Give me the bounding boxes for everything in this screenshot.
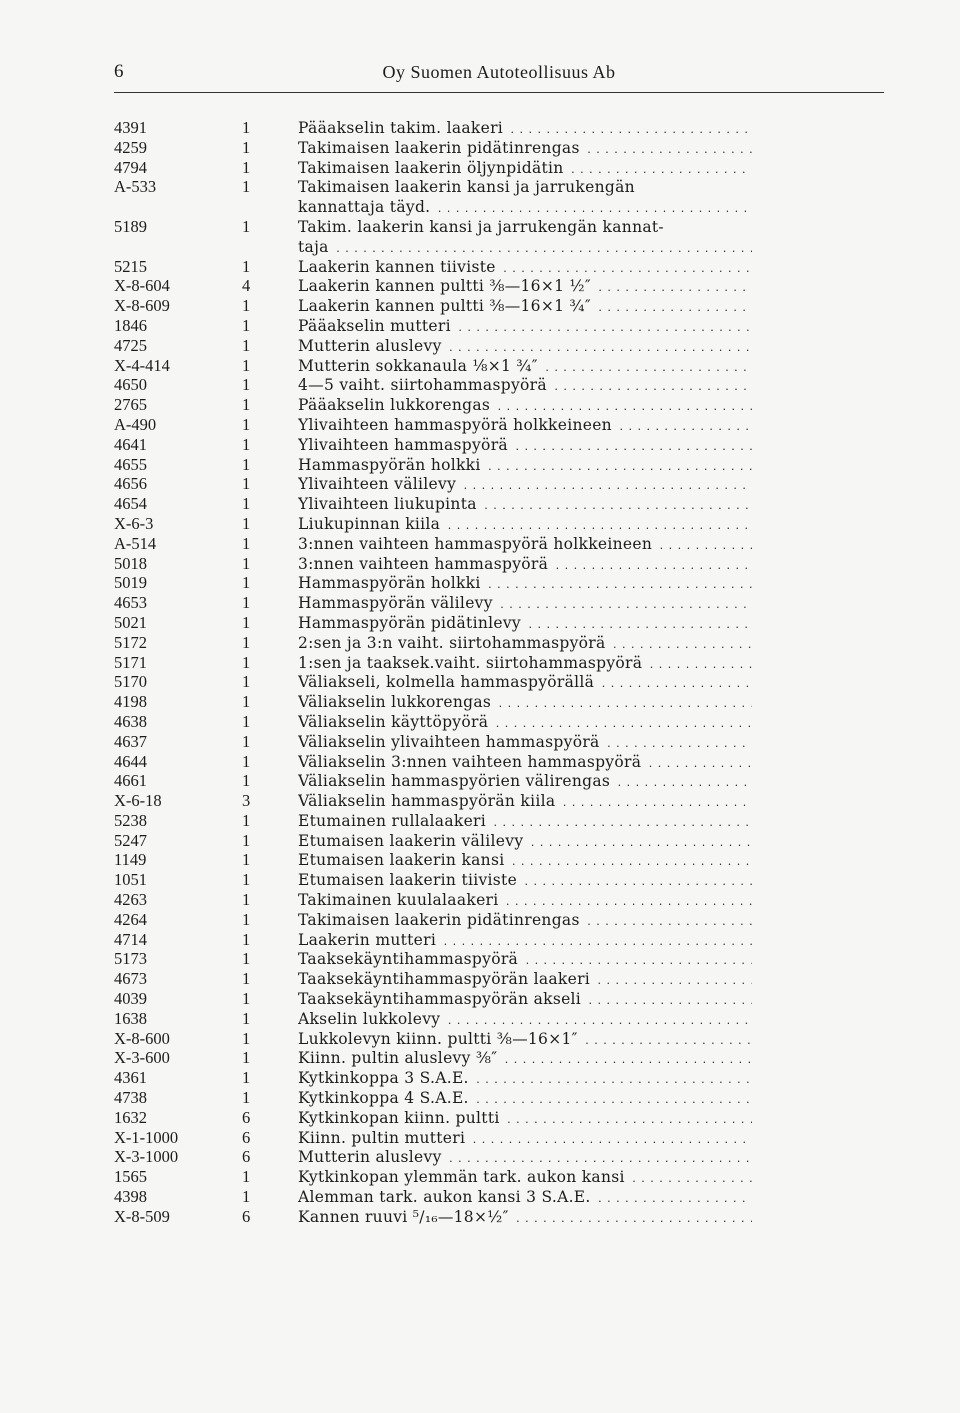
- part-description: [298, 653, 752, 675]
- part-quantity: 1: [242, 672, 251, 692]
- part-description-text: Hammaspyörän pidätinlevy: [298, 614, 524, 632]
- part-quantity: 1: [242, 137, 251, 157]
- part-quantity: 1: [242, 335, 251, 355]
- part-description: [298, 177, 752, 217]
- part-description-text: Mutterin aluslevy: [298, 337, 445, 355]
- part-quantity: 1: [242, 315, 251, 335]
- part-description-text: Etumainen rullalaakeri: [298, 812, 489, 830]
- part-quantity: 1: [242, 296, 251, 316]
- part-description-text: Kytkinkoppa 3 S.A.E.: [298, 1069, 472, 1087]
- part-description-text: 2:sen ja 3:n vaiht. siirtohammaspyörä: [298, 634, 609, 652]
- part-description: [298, 554, 752, 576]
- part-description-text: Ylivaihteen liukupinta: [298, 495, 480, 513]
- part-quantity: 1: [242, 375, 251, 395]
- part-quantity: 1: [242, 1167, 251, 1187]
- part-description: [298, 1128, 752, 1150]
- part-description-continuation: [298, 237, 752, 257]
- part-description: [298, 910, 752, 932]
- part-number: 5215: [114, 256, 147, 276]
- page-number: 6: [114, 61, 124, 82]
- part-row: [0, 850, 960, 870]
- part-description-text: Hammaspyörän holkki: [298, 456, 484, 474]
- part-row: [0, 633, 960, 653]
- part-number: 5189: [114, 216, 147, 236]
- part-description: [298, 474, 752, 496]
- part-quantity: 1: [242, 395, 251, 415]
- part-description-text: Taaksekäyntihammaspyörä: [298, 950, 521, 968]
- part-number: 4673: [114, 969, 147, 989]
- part-description: [298, 1088, 752, 1110]
- part-description-text: 1:sen ja taaksek.vaiht. siirtohammaspyörä: [298, 654, 645, 672]
- part-row: [0, 435, 960, 455]
- part-quantity: 1: [242, 157, 251, 177]
- part-row: [0, 296, 960, 316]
- part-row: [0, 771, 960, 791]
- part-quantity: 1: [242, 731, 251, 751]
- part-row: [0, 1128, 960, 1148]
- part-quantity: 6: [242, 1147, 251, 1167]
- part-description: [298, 1207, 752, 1229]
- part-quantity: 1: [242, 216, 251, 236]
- part-number: 4714: [114, 929, 147, 949]
- part-row: [0, 158, 960, 178]
- part-number: 2765: [114, 395, 147, 415]
- part-row: [0, 494, 960, 514]
- part-number: 5170: [114, 672, 147, 692]
- part-description: [298, 356, 752, 378]
- part-quantity: 1: [242, 434, 251, 454]
- part-description-text: Etumaisen laakerin kansi: [298, 851, 507, 869]
- part-quantity: 1: [242, 593, 251, 613]
- part-description-text: Takimaisen laakerin pidätinrengas: [298, 911, 583, 929]
- page-header: [114, 58, 884, 93]
- part-description-text: 3:nnen vaihteen hammaspyörä: [298, 555, 551, 573]
- part-quantity: 1: [242, 652, 251, 672]
- part-number: X-3-600: [114, 1048, 170, 1068]
- part-description-text: Väliakselin käyttöpyörä: [298, 713, 491, 731]
- part-description-text: Taaksekäyntihammaspyörän laakeri: [298, 970, 593, 988]
- part-description: [298, 593, 752, 615]
- part-row: [0, 890, 960, 910]
- part-description: [298, 217, 752, 257]
- part-number: 5171: [114, 652, 147, 672]
- part-quantity: 1: [242, 810, 251, 830]
- part-description: [298, 989, 752, 1011]
- part-row: [0, 1167, 960, 1187]
- part-row: [0, 118, 960, 138]
- part-description-text: Kytkinkopan ylemmän tark. aukon kansi: [298, 1168, 628, 1186]
- part-quantity: 1: [242, 850, 251, 870]
- part-row: [0, 1108, 960, 1128]
- part-number: X-6-18: [114, 791, 162, 811]
- part-row: [0, 534, 960, 554]
- part-row: [0, 672, 960, 692]
- part-row: [0, 138, 960, 158]
- part-number: 1846: [114, 315, 147, 335]
- part-description-text: Alemman tark. aukon kansi 3 S.A.E.: [298, 1188, 594, 1206]
- part-description: [298, 158, 752, 180]
- part-number: 1149: [114, 850, 147, 870]
- part-row: [0, 1068, 960, 1088]
- part-description: [298, 712, 752, 734]
- part-quantity: 1: [242, 1187, 251, 1207]
- part-number: 4398: [114, 1187, 147, 1207]
- part-number: 4259: [114, 137, 147, 157]
- part-description: [298, 276, 752, 298]
- part-number: 5247: [114, 830, 147, 850]
- part-description: [298, 613, 752, 635]
- part-quantity: 1: [242, 989, 251, 1009]
- part-row: [0, 930, 960, 950]
- part-row: [0, 415, 960, 435]
- part-description-continuation-text: kannattaja täyd.: [298, 198, 433, 216]
- part-description: [298, 415, 752, 437]
- part-row: [0, 514, 960, 534]
- part-quantity: 1: [242, 256, 251, 276]
- part-description: [298, 514, 752, 536]
- part-row: [0, 1187, 960, 1207]
- part-description-text: Etumaisen laakerin välilevy: [298, 832, 526, 850]
- part-description: [298, 118, 752, 140]
- part-row: [0, 474, 960, 494]
- part-description: [298, 890, 752, 912]
- part-description-text: Kytkinkopan kiinn. pultti: [298, 1109, 503, 1127]
- part-row: [0, 455, 960, 475]
- part-number: 5238: [114, 810, 147, 830]
- part-quantity: 6: [242, 1107, 251, 1127]
- part-description-text: Takimaisen laakerin öljynpidätin: [298, 159, 567, 177]
- part-row: [0, 1009, 960, 1029]
- part-description-text: 4—5 vaiht. siirtohammaspyörä: [298, 376, 550, 394]
- part-number: 1565: [114, 1167, 147, 1187]
- part-row: [0, 752, 960, 772]
- part-row: [0, 949, 960, 969]
- part-row: [0, 395, 960, 415]
- part-description: [298, 573, 752, 595]
- part-row: [0, 732, 960, 752]
- part-description-text: Ylivaihteen hammaspyörä: [298, 436, 511, 454]
- part-number: 1051: [114, 870, 147, 890]
- part-description-text: Liukupinnan kiila: [298, 515, 443, 533]
- part-row: [0, 692, 960, 712]
- part-description-text: Väliakselin lukkorengas: [298, 693, 494, 711]
- part-description: [298, 296, 752, 318]
- part-description-text: Laakerin kannen pultti ⅜—16×1 ¾″: [298, 297, 594, 315]
- part-quantity: 1: [242, 771, 251, 791]
- part-quantity: 1: [242, 177, 251, 197]
- part-description-text: Etumaisen laakerin tiiviste: [298, 871, 520, 889]
- part-number: 5172: [114, 632, 147, 652]
- part-number: 4263: [114, 890, 147, 910]
- part-number: 4198: [114, 692, 147, 712]
- part-quantity: 1: [242, 830, 251, 850]
- part-quantity: 4: [242, 276, 251, 296]
- part-row: [0, 831, 960, 851]
- part-row: [0, 653, 960, 673]
- part-description: [298, 1167, 752, 1189]
- part-description-text: Kiinn. pultin mutteri: [298, 1129, 468, 1147]
- part-description-text: Väliakselin hammaspyörien välirengas: [298, 772, 613, 790]
- part-description: [298, 138, 752, 160]
- part-number: A-533: [114, 177, 157, 197]
- part-quantity: 1: [242, 870, 251, 890]
- part-description-text: Pääakselin lukkorengas: [298, 396, 493, 414]
- part-number: X-8-604: [114, 276, 170, 296]
- part-number: 4661: [114, 771, 147, 791]
- part-row: [0, 613, 960, 633]
- part-quantity: 1: [242, 1048, 251, 1068]
- part-number: 4650: [114, 375, 147, 395]
- part-description-text: Väliakselin hammaspyörän kiila: [298, 792, 558, 810]
- part-description-text: Kannen ruuvi ⁵/₁₆—18×½″: [298, 1208, 512, 1226]
- part-description-text: Takimainen kuulalaakeri: [298, 891, 502, 909]
- part-description-text: Laakerin kannen tiiviste: [298, 258, 499, 276]
- part-row: [0, 356, 960, 376]
- part-description: [298, 494, 752, 516]
- part-row: [0, 593, 960, 613]
- part-quantity: 6: [242, 1127, 251, 1147]
- part-description-text: 3:nnen vaihteen hammaspyörä holkkeineen: [298, 535, 655, 553]
- part-description-text: Hammaspyörän välilevy: [298, 594, 496, 612]
- part-description-text: Pääakselin mutteri: [298, 317, 454, 335]
- part-quantity: 1: [242, 414, 251, 434]
- part-row: [0, 316, 960, 336]
- part-row: [0, 1029, 960, 1049]
- part-quantity: 1: [242, 909, 251, 929]
- part-description-text: Takim. laakerin kansi ja jarrukengän kannat-: [298, 218, 667, 236]
- part-description-text: Takimaisen laakerin kansi ja jarrukengän: [298, 178, 638, 196]
- part-description: [298, 752, 752, 774]
- part-number: 4655: [114, 454, 147, 474]
- part-number: 5173: [114, 949, 147, 969]
- part-description: [298, 672, 752, 694]
- part-description: [298, 771, 752, 793]
- part-quantity: 1: [242, 474, 251, 494]
- part-number: 4653: [114, 593, 147, 613]
- part-description: [298, 1108, 752, 1130]
- part-number: 1632: [114, 1107, 147, 1127]
- part-number: X-6-3: [114, 513, 154, 533]
- part-quantity: 1: [242, 494, 251, 514]
- part-quantity: 3: [242, 791, 251, 811]
- part-description: [298, 534, 752, 556]
- part-description: [298, 455, 752, 477]
- part-description-text: Akselin lukkolevy: [298, 1010, 443, 1028]
- part-number: 5018: [114, 553, 147, 573]
- part-description: [298, 732, 752, 754]
- part-number: 4637: [114, 731, 147, 751]
- part-number: 4391: [114, 118, 147, 137]
- part-number: 4641: [114, 434, 147, 454]
- part-description: [298, 633, 752, 655]
- part-quantity: 1: [242, 969, 251, 989]
- part-quantity: 1: [242, 751, 251, 771]
- part-description: [298, 870, 752, 892]
- part-number: 4654: [114, 494, 147, 514]
- part-number: 4361: [114, 1068, 147, 1088]
- part-row: [0, 1088, 960, 1108]
- part-quantity: 1: [242, 513, 251, 533]
- part-number: X-8-509: [114, 1206, 170, 1226]
- part-number: A-490: [114, 414, 157, 434]
- part-description-continuation: [298, 197, 752, 217]
- part-description: [298, 395, 752, 417]
- publisher-name: Oy Suomen Autoteollisuus Ab: [382, 62, 616, 82]
- part-row: [0, 573, 960, 593]
- part-description-text: Mutterin aluslevy: [298, 1148, 445, 1166]
- part-description: [298, 692, 752, 714]
- part-description: [298, 336, 752, 358]
- part-description: [298, 969, 752, 991]
- part-row: [0, 910, 960, 930]
- part-number: 4644: [114, 751, 147, 771]
- part-row: [0, 554, 960, 574]
- part-quantity: 1: [242, 573, 251, 593]
- part-description: [298, 1048, 752, 1070]
- part-description: [298, 930, 752, 952]
- part-quantity: 1: [242, 454, 251, 474]
- part-description-text: Kytkinkoppa 4 S.A.E.: [298, 1089, 472, 1107]
- part-quantity: 1: [242, 1068, 251, 1088]
- part-quantity: 1: [242, 711, 251, 731]
- part-description: [298, 435, 752, 457]
- part-description: [298, 316, 752, 338]
- part-row: [0, 375, 960, 395]
- part-row: [0, 712, 960, 732]
- part-number: 5021: [114, 612, 147, 632]
- part-description: [298, 257, 752, 279]
- parts-list: [0, 118, 960, 1227]
- part-row: [0, 870, 960, 890]
- part-quantity: 1: [242, 553, 251, 573]
- part-quantity: 1: [242, 929, 251, 949]
- part-description-text: Takimaisen laakerin pidätinrengas: [298, 139, 583, 157]
- part-quantity: 1: [242, 533, 251, 553]
- part-number: 4656: [114, 474, 147, 494]
- part-description-text: Väliakselin 3:nnen vaihteen hammaspyörä: [298, 753, 644, 771]
- part-description: [298, 1187, 752, 1209]
- part-number: 4725: [114, 335, 147, 355]
- part-number: X-1-1000: [114, 1127, 179, 1147]
- part-description-text: Ylivaihteen hammaspyörä holkkeineen: [298, 416, 615, 434]
- part-number: X-3-1000: [114, 1147, 179, 1167]
- part-row: [0, 276, 960, 296]
- part-description-text: Väliakseli, kolmella hammaspyörällä: [298, 673, 597, 691]
- part-quantity: 1: [242, 949, 251, 969]
- part-row: [0, 336, 960, 356]
- part-description: [298, 1147, 752, 1169]
- part-number: 1638: [114, 1008, 147, 1028]
- part-row: [0, 969, 960, 989]
- part-row: [0, 989, 960, 1009]
- part-quantity: 1: [242, 1028, 251, 1048]
- part-row: [0, 791, 960, 811]
- part-number: X-4-414: [114, 355, 170, 375]
- part-quantity: 1: [242, 692, 251, 712]
- part-description-text: Laakerin kannen pultti ⅜—16×1 ½″: [298, 277, 594, 295]
- part-description: [298, 850, 752, 872]
- part-description-text: Laakerin mutteri: [298, 931, 439, 949]
- part-number: 4738: [114, 1088, 147, 1108]
- part-row: [0, 1207, 960, 1227]
- part-number: X-8-600: [114, 1028, 170, 1048]
- part-quantity: 1: [242, 890, 251, 910]
- part-row: [0, 1048, 960, 1068]
- part-quantity: 1: [242, 1008, 251, 1028]
- part-row: [0, 811, 960, 831]
- part-description-text: Lukkolevyn kiinn. pultti ⅜—16×1″: [298, 1030, 581, 1048]
- part-description-text: Kiinn. pultin aluslevy ⅜″: [298, 1049, 500, 1067]
- part-row: [0, 177, 960, 217]
- part-description-text: Väliakselin ylivaihteen hammaspyörä: [298, 733, 603, 751]
- part-description-text: Taaksekäyntihammaspyörän akseli: [298, 990, 584, 1008]
- part-description-text: Ylivaihteen välilevy: [298, 475, 459, 493]
- part-description-text: Pääakselin takim. laakeri: [298, 119, 506, 137]
- part-quantity: 1: [242, 632, 251, 652]
- part-row: [0, 257, 960, 277]
- part-number: X-8-609: [114, 296, 170, 316]
- part-description-text: Mutterin sokkanaula ⅛×1 ¾″: [298, 357, 541, 375]
- part-description: [298, 375, 752, 397]
- part-description: [298, 949, 752, 971]
- part-row: [0, 217, 960, 257]
- part-description-text: Hammaspyörän holkki: [298, 574, 484, 592]
- part-number: 4794: [114, 157, 147, 177]
- part-quantity: 1: [242, 118, 251, 137]
- part-number: 5019: [114, 573, 147, 593]
- part-description: [298, 1009, 752, 1031]
- part-description: [298, 1029, 752, 1051]
- part-number: A-514: [114, 533, 157, 553]
- part-description: [298, 791, 752, 813]
- part-number: 4264: [114, 909, 147, 929]
- part-description: [298, 811, 752, 833]
- part-number: 4638: [114, 711, 147, 731]
- part-quantity: 6: [242, 1206, 251, 1226]
- part-description: [298, 831, 752, 853]
- part-row: [0, 1147, 960, 1167]
- part-quantity: 1: [242, 1088, 251, 1108]
- part-description-continuation-text: taja: [298, 238, 332, 256]
- part-description: [298, 1068, 752, 1090]
- part-number: 4039: [114, 989, 147, 1009]
- part-quantity: 1: [242, 355, 251, 375]
- part-quantity: 1: [242, 612, 251, 632]
